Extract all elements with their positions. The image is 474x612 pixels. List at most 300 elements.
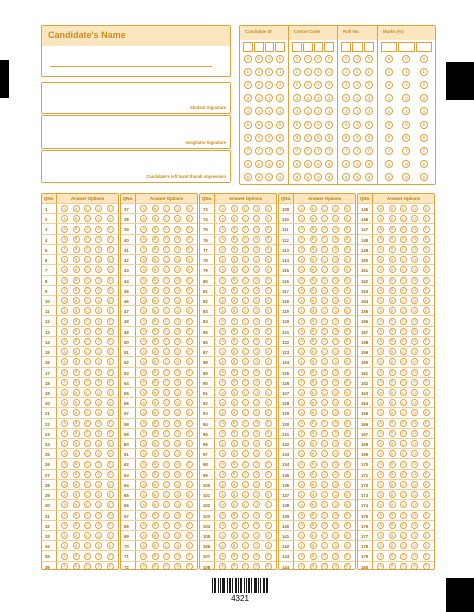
answer-bubble[interactable]: E xyxy=(186,522,193,529)
answer-bubble[interactable]: E xyxy=(344,481,351,488)
digit-bubble[interactable]: 5 xyxy=(385,121,393,129)
digit-bubble[interactable]: 7 xyxy=(353,147,361,155)
answer-bubble[interactable]: B xyxy=(73,512,80,519)
answer-bubble[interactable]: D xyxy=(174,420,181,427)
answer-bubble[interactable]: A xyxy=(377,389,384,396)
answer-bubble[interactable]: D xyxy=(253,379,260,386)
answer-bubble[interactable]: C xyxy=(400,205,407,212)
answer-bubble[interactable]: E xyxy=(107,440,114,447)
answer-bubble[interactable]: D xyxy=(174,409,181,416)
answer-bubble[interactable]: C xyxy=(242,328,249,335)
answer-bubble[interactable]: C xyxy=(242,277,249,284)
answer-bubble[interactable]: B xyxy=(389,512,396,519)
answer-bubble[interactable]: C xyxy=(163,399,170,406)
digit-bubble[interactable]: 2 xyxy=(420,81,428,89)
answer-bubble[interactable]: B xyxy=(152,236,159,243)
answer-bubble[interactable]: C xyxy=(163,338,170,345)
digit-bubble[interactable]: 8 xyxy=(255,160,263,168)
answer-bubble[interactable]: B xyxy=(389,266,396,273)
answer-bubble[interactable]: B xyxy=(73,369,80,376)
answer-bubble[interactable]: B xyxy=(389,348,396,355)
answer-bubble[interactable]: A xyxy=(140,205,147,212)
answer-bubble[interactable]: C xyxy=(242,501,249,508)
digit-bubble[interactable]: 5 xyxy=(314,121,322,129)
answer-bubble[interactable]: A xyxy=(61,256,68,263)
answer-bubble[interactable]: D xyxy=(332,450,339,457)
answer-bubble[interactable]: D xyxy=(332,215,339,222)
answer-bubble[interactable]: E xyxy=(265,501,272,508)
answer-bubble[interactable]: B xyxy=(231,471,238,478)
answer-bubble[interactable]: E xyxy=(423,266,430,273)
answer-bubble[interactable]: C xyxy=(400,277,407,284)
answer-bubble[interactable]: B xyxy=(310,409,317,416)
answer-bubble[interactable]: E xyxy=(186,461,193,468)
answer-bubble[interactable]: B xyxy=(152,399,159,406)
answer-bubble[interactable]: A xyxy=(61,226,68,233)
answer-bubble[interactable]: D xyxy=(174,389,181,396)
answer-bubble[interactable]: C xyxy=(84,328,91,335)
answer-bubble[interactable]: D xyxy=(411,542,418,549)
answer-bubble[interactable]: A xyxy=(377,379,384,386)
answer-bubble[interactable]: A xyxy=(61,522,68,529)
answer-bubble[interactable]: E xyxy=(344,256,351,263)
answer-bubble[interactable]: C xyxy=(163,215,170,222)
code-entry-slot[interactable] xyxy=(341,42,351,52)
answer-bubble[interactable]: D xyxy=(174,205,181,212)
answer-bubble[interactable]: D xyxy=(95,430,102,437)
answer-bubble[interactable]: B xyxy=(73,409,80,416)
answer-bubble[interactable]: B xyxy=(73,358,80,365)
answer-bubble[interactable]: C xyxy=(84,307,91,314)
answer-bubble[interactable]: B xyxy=(152,512,159,519)
answer-bubble[interactable]: C xyxy=(321,256,328,263)
answer-bubble[interactable]: B xyxy=(231,420,238,427)
answer-bubble[interactable]: C xyxy=(400,491,407,498)
answer-bubble[interactable]: E xyxy=(423,389,430,396)
answer-bubble[interactable]: B xyxy=(73,205,80,212)
answer-bubble[interactable]: D xyxy=(332,389,339,396)
answer-bubble[interactable]: D xyxy=(253,328,260,335)
answer-bubble[interactable]: A xyxy=(219,297,226,304)
answer-bubble[interactable]: B xyxy=(152,461,159,468)
answer-bubble[interactable]: B xyxy=(152,471,159,478)
answer-bubble[interactable]: C xyxy=(163,420,170,427)
answer-bubble[interactable]: A xyxy=(61,318,68,325)
answer-bubble[interactable]: B xyxy=(152,450,159,457)
digit-bubble[interactable]: 4 xyxy=(402,107,410,115)
answer-bubble[interactable]: B xyxy=(310,236,317,243)
digit-bubble[interactable]: 1 xyxy=(276,68,284,76)
answer-bubble[interactable]: A xyxy=(298,491,305,498)
answer-bubble[interactable]: A xyxy=(219,512,226,519)
answer-bubble[interactable]: D xyxy=(253,563,260,570)
answer-bubble[interactable]: E xyxy=(344,215,351,222)
digit-bubble[interactable]: 4 xyxy=(385,107,393,115)
answer-bubble[interactable]: E xyxy=(107,256,114,263)
answer-bubble[interactable]: D xyxy=(174,348,181,355)
answer-bubble[interactable]: A xyxy=(61,542,68,549)
answer-bubble[interactable]: B xyxy=(231,246,238,253)
answer-bubble[interactable]: B xyxy=(231,226,238,233)
answer-bubble[interactable]: B xyxy=(231,461,238,468)
digit-bubble[interactable]: 5 xyxy=(365,121,373,129)
code-entry-slot[interactable] xyxy=(381,42,397,52)
answer-bubble[interactable]: D xyxy=(411,205,418,212)
answer-bubble[interactable]: A xyxy=(140,563,147,570)
answer-bubble[interactable]: C xyxy=(242,522,249,529)
answer-bubble[interactable]: A xyxy=(298,246,305,253)
answer-bubble[interactable]: B xyxy=(231,399,238,406)
answer-bubble[interactable]: A xyxy=(377,369,384,376)
answer-bubble[interactable]: A xyxy=(298,512,305,519)
answer-bubble[interactable]: B xyxy=(389,501,396,508)
answer-bubble[interactable]: D xyxy=(411,389,418,396)
answer-bubble[interactable]: C xyxy=(321,266,328,273)
answer-bubble[interactable]: C xyxy=(163,205,170,212)
answer-bubble[interactable]: D xyxy=(95,226,102,233)
answer-bubble[interactable]: E xyxy=(265,287,272,294)
answer-bubble[interactable]: D xyxy=(253,501,260,508)
code-entry-slot[interactable] xyxy=(265,42,275,52)
answer-bubble[interactable]: D xyxy=(253,369,260,376)
answer-bubble[interactable]: B xyxy=(310,226,317,233)
answer-bubble[interactable]: D xyxy=(411,348,418,355)
digit-bubble[interactable]: 8 xyxy=(244,160,252,168)
answer-bubble[interactable]: E xyxy=(107,358,114,365)
digit-bubble[interactable]: 5 xyxy=(342,121,350,129)
answer-bubble[interactable]: A xyxy=(140,501,147,508)
answer-bubble[interactable]: E xyxy=(186,287,193,294)
digit-bubble[interactable]: 0 xyxy=(276,55,284,63)
digit-bubble[interactable]: 6 xyxy=(325,134,333,142)
digit-bubble[interactable]: 6 xyxy=(265,134,273,142)
answer-bubble[interactable]: C xyxy=(400,399,407,406)
answer-bubble[interactable]: D xyxy=(95,440,102,447)
answer-bubble[interactable]: A xyxy=(219,501,226,508)
answer-bubble[interactable]: A xyxy=(140,532,147,539)
answer-bubble[interactable]: D xyxy=(253,481,260,488)
answer-bubble[interactable]: C xyxy=(84,461,91,468)
digit-bubble[interactable]: 9 xyxy=(293,173,301,181)
digit-bubble[interactable]: 5 xyxy=(255,121,263,129)
answer-bubble[interactable]: E xyxy=(344,226,351,233)
answer-bubble[interactable]: D xyxy=(411,553,418,560)
digit-bubble[interactable]: 4 xyxy=(314,107,322,115)
student-signature-box[interactable] xyxy=(41,82,231,114)
answer-bubble[interactable]: B xyxy=(389,328,396,335)
digit-bubble[interactable]: 6 xyxy=(244,134,252,142)
answer-bubble[interactable]: E xyxy=(186,226,193,233)
answer-bubble[interactable]: E xyxy=(107,542,114,549)
answer-bubble[interactable]: E xyxy=(344,379,351,386)
answer-bubble[interactable]: B xyxy=(73,246,80,253)
answer-bubble[interactable]: A xyxy=(61,409,68,416)
answer-bubble[interactable]: E xyxy=(265,226,272,233)
digit-bubble[interactable]: 2 xyxy=(255,81,263,89)
answer-bubble[interactable]: C xyxy=(84,522,91,529)
answer-bubble[interactable]: C xyxy=(163,307,170,314)
answer-bubble[interactable]: A xyxy=(219,481,226,488)
answer-bubble[interactable]: B xyxy=(389,440,396,447)
answer-bubble[interactable]: E xyxy=(344,328,351,335)
answer-bubble[interactable]: D xyxy=(253,542,260,549)
answer-bubble[interactable]: D xyxy=(95,491,102,498)
answer-bubble[interactable]: E xyxy=(265,399,272,406)
answer-bubble[interactable]: C xyxy=(84,532,91,539)
answer-bubble[interactable]: A xyxy=(377,307,384,314)
answer-bubble[interactable]: C xyxy=(400,226,407,233)
answer-bubble[interactable]: E xyxy=(265,512,272,519)
answer-bubble[interactable]: E xyxy=(344,297,351,304)
digit-bubble[interactable]: 7 xyxy=(276,147,284,155)
answer-bubble[interactable]: C xyxy=(400,409,407,416)
answer-bubble[interactable]: B xyxy=(73,328,80,335)
answer-bubble[interactable]: D xyxy=(174,379,181,386)
answer-bubble[interactable]: D xyxy=(332,379,339,386)
answer-bubble[interactable]: A xyxy=(219,389,226,396)
answer-bubble[interactable]: E xyxy=(186,440,193,447)
answer-bubble[interactable]: E xyxy=(344,430,351,437)
answer-bubble[interactable]: A xyxy=(377,563,384,570)
answer-bubble[interactable]: A xyxy=(298,481,305,488)
answer-bubble[interactable]: E xyxy=(423,287,430,294)
digit-bubble[interactable]: 7 xyxy=(265,147,273,155)
answer-bubble[interactable]: A xyxy=(219,226,226,233)
answer-bubble[interactable]: B xyxy=(152,409,159,416)
answer-bubble[interactable]: D xyxy=(253,246,260,253)
digit-bubble[interactable]: 8 xyxy=(314,160,322,168)
answer-bubble[interactable]: C xyxy=(400,307,407,314)
answer-bubble[interactable]: E xyxy=(107,522,114,529)
answer-bubble[interactable]: E xyxy=(265,522,272,529)
answer-bubble[interactable]: B xyxy=(73,563,80,570)
digit-bubble[interactable]: 2 xyxy=(293,81,301,89)
answer-bubble[interactable]: B xyxy=(231,491,238,498)
answer-bubble[interactable]: D xyxy=(174,369,181,376)
answer-bubble[interactable]: E xyxy=(107,215,114,222)
answer-bubble[interactable]: D xyxy=(253,409,260,416)
answer-bubble[interactable]: E xyxy=(107,481,114,488)
digit-bubble[interactable]: 5 xyxy=(304,121,312,129)
answer-bubble[interactable]: B xyxy=(73,215,80,222)
answer-bubble[interactable]: C xyxy=(242,246,249,253)
digit-bubble[interactable]: 3 xyxy=(304,94,312,102)
answer-bubble[interactable]: D xyxy=(253,338,260,345)
answer-bubble[interactable]: D xyxy=(95,328,102,335)
answer-bubble[interactable]: B xyxy=(73,420,80,427)
answer-bubble[interactable]: E xyxy=(265,491,272,498)
digit-bubble[interactable]: 3 xyxy=(342,94,350,102)
answer-bubble[interactable]: C xyxy=(84,297,91,304)
answer-bubble[interactable]: A xyxy=(377,256,384,263)
answer-bubble[interactable]: A xyxy=(219,369,226,376)
digit-bubble[interactable]: 4 xyxy=(276,107,284,115)
answer-bubble[interactable]: B xyxy=(73,236,80,243)
answer-bubble[interactable]: B xyxy=(152,287,159,294)
answer-bubble[interactable]: C xyxy=(163,256,170,263)
answer-bubble[interactable]: A xyxy=(140,338,147,345)
answer-bubble[interactable]: D xyxy=(95,512,102,519)
answer-bubble[interactable]: E xyxy=(423,461,430,468)
answer-bubble[interactable]: B xyxy=(73,532,80,539)
answer-bubble[interactable]: E xyxy=(265,246,272,253)
answer-bubble[interactable]: E xyxy=(344,450,351,457)
answer-bubble[interactable]: E xyxy=(186,348,193,355)
answer-bubble[interactable]: B xyxy=(389,471,396,478)
answer-bubble[interactable]: B xyxy=(73,348,80,355)
answer-bubble[interactable]: B xyxy=(310,287,317,294)
answer-bubble[interactable]: A xyxy=(61,563,68,570)
answer-bubble[interactable]: C xyxy=(84,430,91,437)
answer-bubble[interactable]: B xyxy=(73,226,80,233)
answer-bubble[interactable]: A xyxy=(140,348,147,355)
answer-bubble[interactable]: E xyxy=(265,409,272,416)
answer-bubble[interactable]: B xyxy=(389,450,396,457)
answer-bubble[interactable]: E xyxy=(344,348,351,355)
answer-bubble[interactable]: C xyxy=(321,450,328,457)
answer-bubble[interactable]: B xyxy=(389,297,396,304)
answer-bubble[interactable]: C xyxy=(321,522,328,529)
answer-bubble[interactable]: D xyxy=(253,389,260,396)
answer-bubble[interactable]: A xyxy=(298,542,305,549)
answer-bubble[interactable]: E xyxy=(265,215,272,222)
digit-bubble[interactable]: 3 xyxy=(385,94,393,102)
answer-bubble[interactable]: A xyxy=(298,522,305,529)
answer-bubble[interactable]: A xyxy=(219,287,226,294)
answer-bubble[interactable]: D xyxy=(95,399,102,406)
answer-bubble[interactable]: C xyxy=(242,369,249,376)
answer-bubble[interactable]: A xyxy=(298,287,305,294)
answer-bubble[interactable]: D xyxy=(95,532,102,539)
answer-bubble[interactable]: A xyxy=(219,440,226,447)
answer-bubble[interactable]: A xyxy=(140,369,147,376)
answer-bubble[interactable]: D xyxy=(411,379,418,386)
answer-bubble[interactable]: C xyxy=(84,205,91,212)
digit-bubble[interactable]: 2 xyxy=(304,81,312,89)
answer-bubble[interactable]: A xyxy=(377,246,384,253)
answer-bubble[interactable]: C xyxy=(84,450,91,457)
answer-bubble[interactable]: B xyxy=(389,399,396,406)
answer-bubble[interactable]: E xyxy=(344,461,351,468)
answer-bubble[interactable]: B xyxy=(310,430,317,437)
answer-bubble[interactable]: A xyxy=(61,430,68,437)
answer-bubble[interactable]: B xyxy=(389,246,396,253)
answer-bubble[interactable]: D xyxy=(411,461,418,468)
answer-bubble[interactable]: B xyxy=(310,266,317,273)
answer-bubble[interactable]: B xyxy=(310,318,317,325)
answer-bubble[interactable]: C xyxy=(163,512,170,519)
answer-bubble[interactable]: A xyxy=(219,205,226,212)
answer-bubble[interactable]: C xyxy=(242,205,249,212)
answer-bubble[interactable]: B xyxy=(73,399,80,406)
answer-bubble[interactable]: C xyxy=(321,501,328,508)
answer-bubble[interactable]: D xyxy=(174,450,181,457)
answer-bubble[interactable]: D xyxy=(95,389,102,396)
answer-bubble[interactable]: A xyxy=(219,563,226,570)
answer-bubble[interactable]: D xyxy=(411,501,418,508)
answer-bubble[interactable]: E xyxy=(186,369,193,376)
answer-bubble[interactable]: C xyxy=(400,287,407,294)
answer-bubble[interactable]: A xyxy=(377,501,384,508)
answer-bubble[interactable]: D xyxy=(332,328,339,335)
digit-bubble[interactable]: 4 xyxy=(244,107,252,115)
digit-bubble[interactable]: 2 xyxy=(314,81,322,89)
answer-bubble[interactable]: D xyxy=(411,369,418,376)
answer-bubble[interactable]: C xyxy=(84,318,91,325)
answer-bubble[interactable]: B xyxy=(73,553,80,560)
answer-bubble[interactable]: E xyxy=(344,389,351,396)
answer-bubble[interactable]: D xyxy=(174,277,181,284)
answer-bubble[interactable]: C xyxy=(84,389,91,396)
answer-bubble[interactable]: C xyxy=(84,348,91,355)
answer-bubble[interactable]: C xyxy=(84,440,91,447)
answer-bubble[interactable]: D xyxy=(253,277,260,284)
answer-bubble[interactable]: A xyxy=(298,358,305,365)
answer-bubble[interactable]: B xyxy=(73,338,80,345)
answer-bubble[interactable]: A xyxy=(298,318,305,325)
answer-bubble[interactable]: E xyxy=(423,348,430,355)
answer-bubble[interactable]: B xyxy=(310,389,317,396)
answer-bubble[interactable]: D xyxy=(253,318,260,325)
answer-bubble[interactable]: B xyxy=(73,256,80,263)
answer-bubble[interactable]: E xyxy=(265,348,272,355)
answer-bubble[interactable]: E xyxy=(107,348,114,355)
answer-bubble[interactable]: E xyxy=(265,318,272,325)
answer-bubble[interactable]: A xyxy=(61,471,68,478)
answer-bubble[interactable]: A xyxy=(140,389,147,396)
answer-bubble[interactable]: C xyxy=(163,440,170,447)
answer-bubble[interactable]: E xyxy=(107,420,114,427)
answer-bubble[interactable]: A xyxy=(219,461,226,468)
answer-bubble[interactable]: E xyxy=(186,205,193,212)
answer-bubble[interactable]: A xyxy=(298,297,305,304)
answer-bubble[interactable]: B xyxy=(152,215,159,222)
answer-bubble[interactable]: E xyxy=(423,430,430,437)
answer-bubble[interactable]: A xyxy=(140,287,147,294)
answer-bubble[interactable]: D xyxy=(174,553,181,560)
answer-bubble[interactable]: D xyxy=(95,542,102,549)
answer-bubble[interactable]: C xyxy=(84,471,91,478)
answer-bubble[interactable]: C xyxy=(163,369,170,376)
digit-bubble[interactable]: 7 xyxy=(244,147,252,155)
answer-bubble[interactable]: B xyxy=(310,215,317,222)
answer-bubble[interactable]: D xyxy=(332,501,339,508)
answer-bubble[interactable]: A xyxy=(298,409,305,416)
answer-bubble[interactable]: D xyxy=(95,563,102,570)
digit-bubble[interactable]: 8 xyxy=(342,160,350,168)
answer-bubble[interactable]: E xyxy=(107,491,114,498)
answer-bubble[interactable]: D xyxy=(95,205,102,212)
answer-bubble[interactable]: E xyxy=(107,512,114,519)
answer-bubble[interactable]: C xyxy=(321,226,328,233)
answer-bubble[interactable]: B xyxy=(389,481,396,488)
answer-bubble[interactable]: A xyxy=(298,328,305,335)
answer-bubble[interactable]: C xyxy=(242,409,249,416)
digit-bubble[interactable]: 0 xyxy=(265,55,273,63)
answer-bubble[interactable]: E xyxy=(265,420,272,427)
answer-bubble[interactable]: A xyxy=(298,399,305,406)
digit-bubble[interactable]: 5 xyxy=(402,121,410,129)
answer-bubble[interactable]: D xyxy=(253,236,260,243)
answer-bubble[interactable]: B xyxy=(310,522,317,529)
answer-bubble[interactable]: E xyxy=(265,256,272,263)
answer-bubble[interactable]: B xyxy=(152,553,159,560)
answer-bubble[interactable]: E xyxy=(423,205,430,212)
answer-bubble[interactable]: D xyxy=(411,522,418,529)
answer-bubble[interactable]: A xyxy=(140,522,147,529)
answer-bubble[interactable]: B xyxy=(73,450,80,457)
answer-bubble[interactable]: D xyxy=(95,358,102,365)
